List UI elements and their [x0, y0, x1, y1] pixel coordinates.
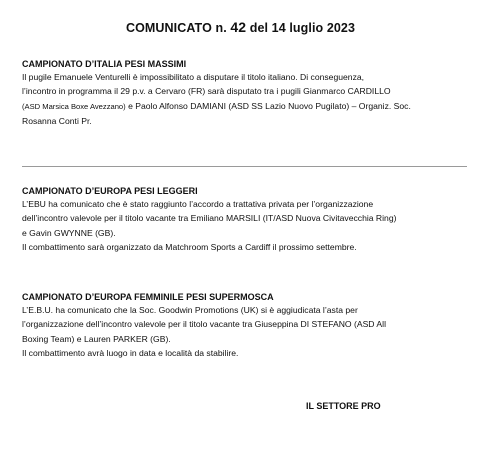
section-line	[22, 99, 464, 114]
section-italian-heavyweight	[22, 58, 464, 128]
section-heading: CAMPIONATO D’EUROPA FEMMINILE PESI SUPERMOSCA	[22, 292, 274, 302]
section-line: L’EBU ha comunicato che è stato raggiunto l’accordo a trattativa privata per l’organizzazione	[22, 199, 374, 209]
title-prefix: COMUNICATO n.	[125, 21, 227, 35]
section-line: L’E.B.U. ha comunicato che la Soc. Goodwin Promotions (UK) si è aggiudicata l’asta per	[22, 305, 358, 315]
title-date: del 14 luglio 2023	[249, 21, 356, 35]
section-line: Il pugile Emanuele Venturelli è impossibilitato a disputare il titolo italiano. Di conseguenza,	[22, 72, 365, 82]
section-line: Boxing Team) e Lauren PARKER (GB).	[22, 333, 171, 344]
section-line: l’incontro in programma il 29 p.v. a Cervaro (FR) sarà disputato tra i pugili Gianmarco CARDILLO	[22, 86, 391, 97]
section-heading: CAMPIONATO D’ITALIA PESI MASSIMI	[22, 59, 187, 69]
club-name: (ASD Marsica Boxe Avezzano)	[22, 101, 126, 111]
section-line: dell’incontro valevole per il titolo vacante tra Emiliano MARSILI (IT/ASD Nuova Civitavecchia Ring)	[22, 213, 397, 224]
section-line: Il combattimento sarà organizzato da Matchroom Sports a Cardiff il prossimo settembre.	[22, 241, 357, 252]
section-line-continuation: e Paolo Alfonso DAMIANI (ASD SS Lazio Nuovo Pugilato) – Organiz. Soc.	[128, 100, 411, 111]
section-european-lightweight	[22, 185, 464, 254]
communique-number: 42	[230, 19, 247, 35]
section-line: l’organizzazione dell’incontro valevole per il titolo vacante tra Giuseppina DI STEFANO (ASD All	[22, 319, 386, 330]
section-line: e Gavin GWYNNE (GB).	[22, 227, 116, 238]
section-divider	[22, 166, 467, 167]
document-title	[0, 19, 481, 35]
signature: IL SETTORE PRO	[306, 401, 381, 411]
section-line: Il combattimento avrà luogo in data e località da stabilire.	[22, 347, 239, 358]
section-heading: CAMPIONATO D’EUROPA PESI LEGGERI	[22, 186, 198, 196]
section-line: Rosanna Conti Pr.	[22, 115, 92, 126]
section-european-women-superfly	[22, 291, 464, 360]
